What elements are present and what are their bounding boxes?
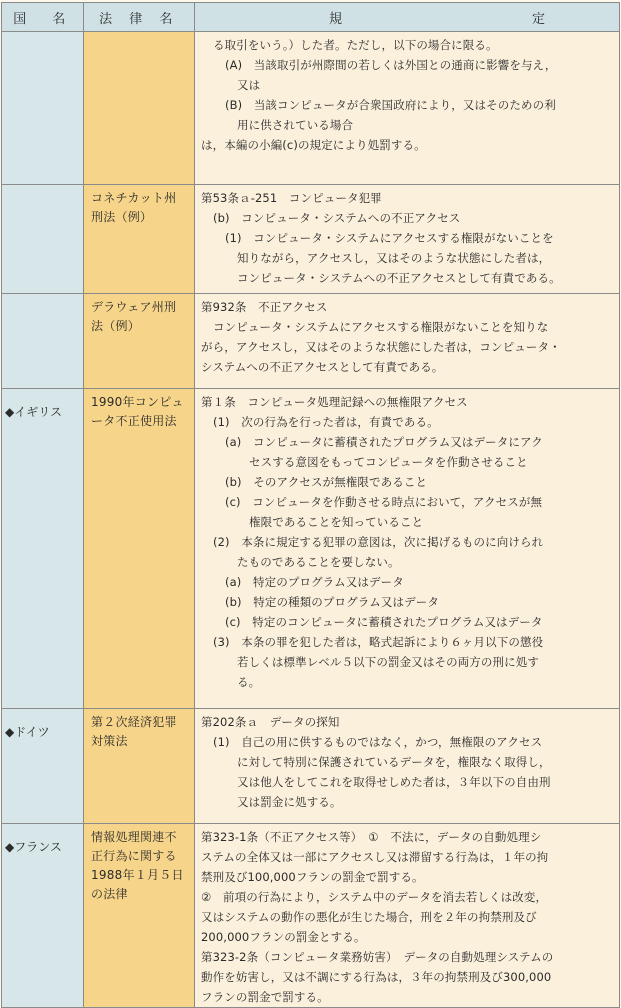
provision-line: 権限であることを知っていること xyxy=(249,515,424,529)
header-row xyxy=(2,3,620,32)
provision-line: (1) 次の行為を行った者は，有責である。 xyxy=(213,415,439,429)
provision-line: (b) そのアクセスが無権限であること xyxy=(225,475,428,489)
provision-line: (3) 本条の罪を犯した者は，略式起訴により６ヶ月以下の懲役 xyxy=(213,635,544,649)
law-name-line: デラウェア州刑 xyxy=(91,300,177,314)
provision-cell xyxy=(195,32,620,185)
law-name-line: 情報処理関連不 xyxy=(91,830,177,844)
table-row-uk xyxy=(2,389,620,709)
provision-line: コンピュータ・システムへの不正アクセスとして有責である。 xyxy=(237,271,561,285)
provision-line: (a) 特定のプログラム又はデータ xyxy=(225,575,404,589)
provision-line: 動作を妨害し，又は不調にする行為は，３年の拘禁刑及び300,000 xyxy=(201,970,552,984)
provision-line: (1) コンピュータ・システムにアクセスする権限がないことを xyxy=(225,231,554,245)
law-name-line: の法律 xyxy=(91,887,128,901)
country-cell: ◆イギリス xyxy=(2,389,84,709)
provision-line: 第323-2条（コンピュータ業務妨害） データの自動処理システムの xyxy=(201,950,554,964)
header-country: 国 名 xyxy=(2,3,84,32)
provision-line: 用に供されている場合 xyxy=(237,118,354,132)
law-name-line: 第２次経済犯罪 xyxy=(91,715,177,729)
table-row-connecticut xyxy=(2,185,620,294)
country-cell: ◆ドイツ xyxy=(2,709,84,824)
law-name-line: 刑法（例） xyxy=(91,210,153,224)
law-name-cell xyxy=(84,185,195,294)
provision-cell xyxy=(195,389,620,709)
header-provision-right: 定 xyxy=(532,11,546,27)
provision-line: に対して特別に保護されているデータを，権限なく取得し， xyxy=(237,755,551,769)
provision-line: 知りながら，アクセスし，又はそのような状態にした者は， xyxy=(237,251,551,265)
law-name-line: 対策法 xyxy=(91,734,128,748)
provision-line: 200,000フランの罰金とする。 xyxy=(201,930,366,944)
provision-line: 第932条 不正アクセス xyxy=(201,300,328,314)
law-name-cell xyxy=(84,32,195,185)
law-name-line: 法（例） xyxy=(91,319,140,333)
provision-line: 又は罰金に処する。 xyxy=(237,795,342,809)
provision-line: (b) コンピュータ・システムへの不正アクセス xyxy=(213,211,461,225)
provision-line: 又は他人をしてこれを取得せしめた者は，３年以下の自由刑 xyxy=(237,775,551,789)
provision-line: 第323-1条（不正アクセス等） ① 不法に，データの自動処理シ xyxy=(201,830,542,844)
header-provision xyxy=(195,3,620,32)
table-row-germany xyxy=(2,709,620,824)
provision-line: (1) 自己の用に供するものではなく，かつ，無権限のアクセス xyxy=(213,735,543,749)
law-name-cell xyxy=(84,389,195,709)
provision-line: 第202条ａ データの探知 xyxy=(201,715,340,729)
provision-line: コンピュータ・システムにアクセスする権限がないことを知りな xyxy=(213,320,549,334)
provision-line: (B) 当該コンピュータが合衆国政府により，又はそのための利 xyxy=(225,98,556,112)
country-cell xyxy=(2,185,84,294)
provision-line: がら，アクセスし，又はそのような状態にした者は，コンピュータ・ xyxy=(201,340,561,354)
provision-line: (c) コンピュータを作動させる時点において，アクセスが無 xyxy=(225,495,543,509)
law-name-line: ータ不正使用法 xyxy=(91,414,177,428)
provision-line: 禁刑及び100,000フランの罰金で罰する。 xyxy=(201,870,424,884)
provision-line: 第１条 コンピュータ処理記録への無権限アクセス xyxy=(201,395,468,409)
provision-line: フランの罰金で罰する。 xyxy=(201,990,329,1004)
law-name-line: コネチカット州 xyxy=(91,191,177,205)
law-name-cell xyxy=(84,294,195,389)
provision-line: セスする意図をもってコンピュータを作動させること xyxy=(249,455,528,469)
provision-line: 又は xyxy=(237,78,261,92)
provision-cell xyxy=(195,294,620,389)
law-comparison-table xyxy=(1,2,620,1008)
provision-line: 若しくは標準レベル５以下の罰金又はその両方の刑に処す xyxy=(237,655,539,669)
table-row-us-federal-continued xyxy=(2,32,620,185)
provision-line: (a) コンピュータに蓄積されたプログラム又はデータにアク xyxy=(225,435,543,449)
table-row-france xyxy=(2,824,620,1008)
provision-line: ステムの全体又は一部にアクセスし又は滞留する行為は，１年の拘 xyxy=(201,850,549,864)
provision-line: (c) 特定のコンピュータに蓄積されたプログラム又はデータ xyxy=(225,615,543,629)
provision-line: (b) 特定の種類のプログラム又はデータ xyxy=(225,595,439,609)
provision-line: る。 xyxy=(237,675,261,689)
law-name-line: 正行為に関する xyxy=(91,849,177,863)
provision-cell xyxy=(195,185,620,294)
country-cell xyxy=(2,294,84,389)
law-name-line: 1988年１月５日 xyxy=(91,868,184,882)
law-name-cell xyxy=(84,824,195,1008)
provision-line: は，本編の小編(c)の規定により処罰する。 xyxy=(201,138,426,152)
header-law-name: 法 律 名 xyxy=(84,3,195,32)
law-name-cell xyxy=(84,709,195,824)
provision-line: る取引をいう。）した者。ただし，以下の場合に限る。 xyxy=(213,38,498,52)
provision-cell xyxy=(195,709,620,824)
table-row-delaware xyxy=(2,294,620,389)
country-cell: ◆フランス xyxy=(2,824,84,1008)
provision-line: 又はシステムの動作の悪化が生じた場合，刑を２年の拘禁刑及び xyxy=(201,910,537,924)
provision-line: たものであることを要しない。 xyxy=(237,555,400,569)
provision-cell xyxy=(195,824,620,1008)
header-provision-left: 規 xyxy=(328,11,342,27)
country-cell xyxy=(2,32,84,185)
provision-line: (A) 当該取引が州際間の若しくは外国との通商に影響を与え， xyxy=(225,58,557,72)
provision-line: システムへの不正アクセスとして有責である。 xyxy=(201,360,444,374)
provision-line: 第53条ａ-251 コンピュータ犯罪 xyxy=(201,191,382,205)
provision-line: ② 前項の行為により，システム中のデータを消去若しくは改変， xyxy=(201,890,548,904)
provision-line: (2) 本条に規定する犯罪の意図は，次に掲げるものに向けられ xyxy=(213,535,544,549)
law-name-line: 1990年コンピュ xyxy=(91,395,184,409)
